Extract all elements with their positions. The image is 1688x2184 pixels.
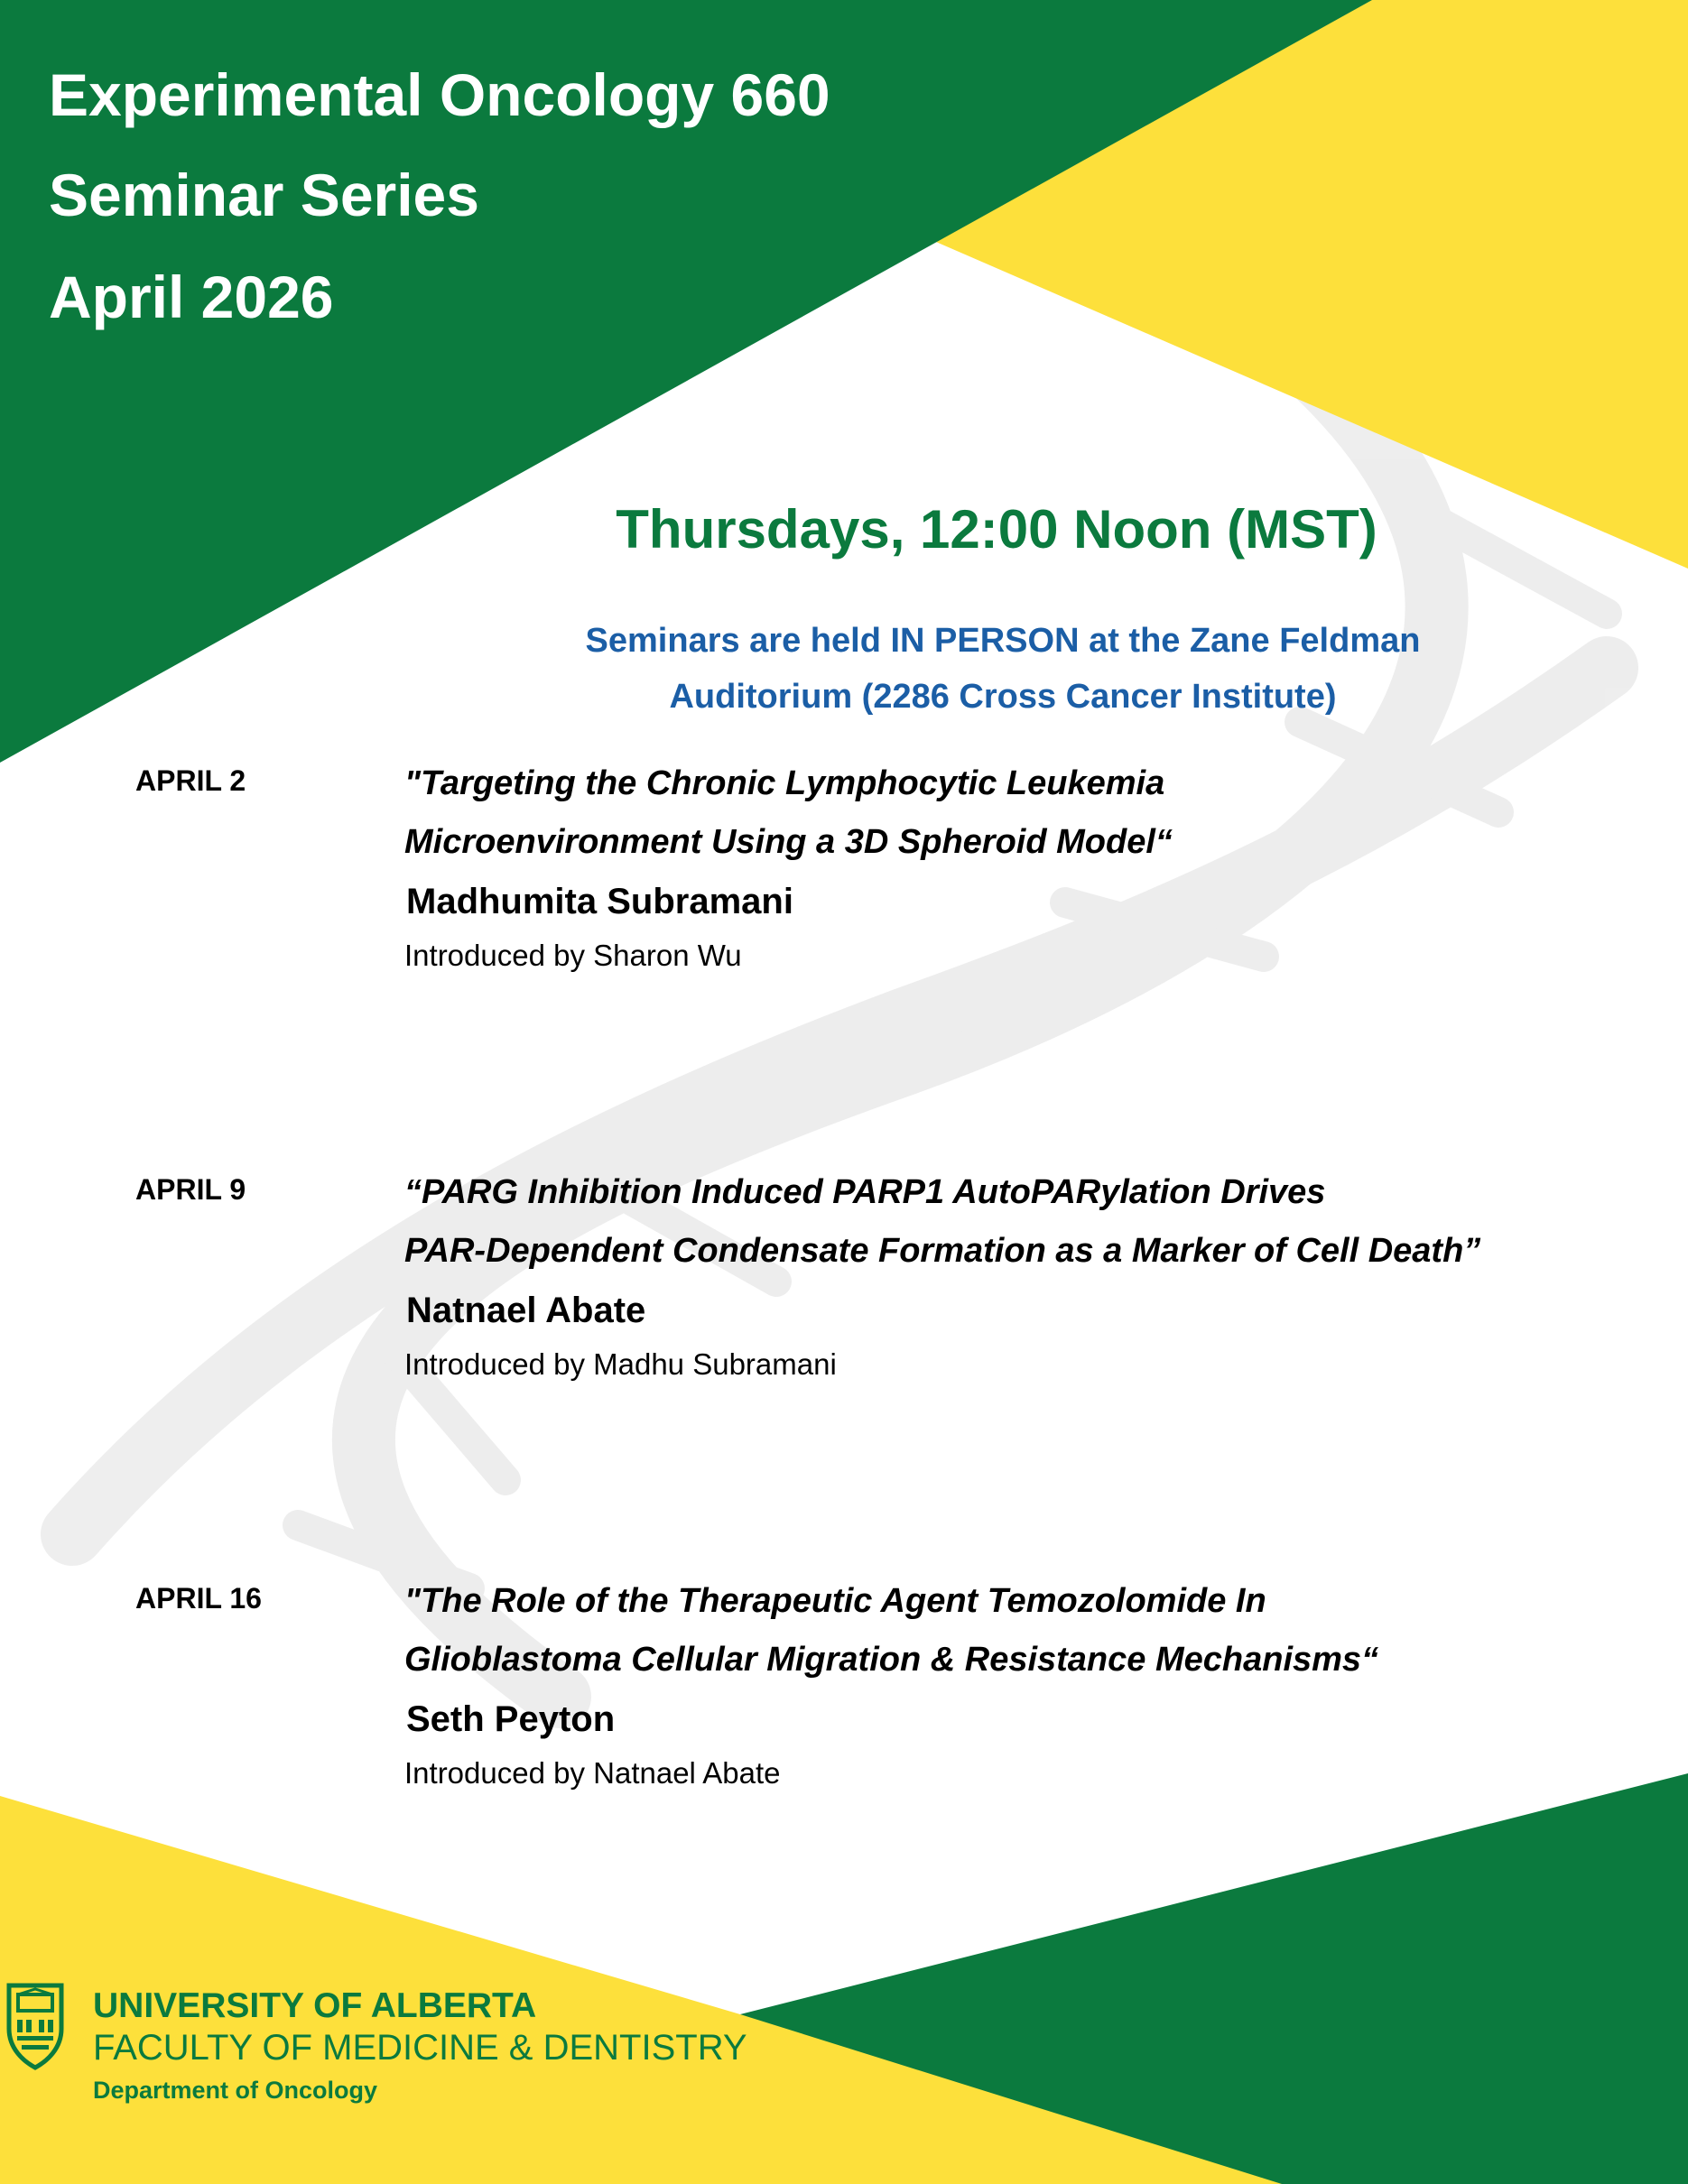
university-crest-icon	[5, 1982, 65, 2070]
seminar-title-line: "The Role of the Therapeutic Agent Temozolomide In	[404, 1582, 1266, 1620]
seminar-title-line: Microenvironment Using a 3D Spheroid Model“	[404, 823, 1173, 861]
seminar-title-line: “PARG Inhibition Induced PARP1 AutoPARylation Drives	[404, 1173, 1326, 1211]
seminar-speaker: Madhumita Subramani	[406, 882, 793, 921]
faculty-name: FACULTY OF MEDICINE & DENTISTRY	[93, 2028, 747, 2068]
seminar-speaker: Seth Peyton	[406, 1699, 616, 1739]
seminar-title-line: "Targeting the Chronic Lymphocytic Leukemia	[404, 764, 1165, 802]
title-line-3: April 2026	[49, 264, 334, 330]
seminar-introducer: Introduced by Natnael Abate	[404, 1756, 781, 1790]
seminar-title-line: Glioblastoma Cellular Migration & Resistance Mechanisms“	[404, 1641, 1379, 1679]
seminar-introducer: Introduced by Sharon Wu	[404, 939, 742, 972]
seminar-speaker: Natnael Abate	[406, 1291, 646, 1330]
seminar-title-line: PAR-Dependent Condensate Formation as a Marker of Cell Death”	[404, 1232, 1481, 1270]
schedule-time: Thursdays, 12:00 Noon (MST)	[616, 499, 1377, 560]
university-name: UNIVERSITY OF ALBERTA	[93, 1986, 537, 2025]
title-line-1: Experimental Oncology 660	[49, 61, 830, 128]
seminar-date: APRIL 16	[135, 1582, 262, 1615]
seminar-date: APRIL 9	[135, 1173, 246, 1206]
venue-line-1: Seminars are held IN PERSON at the Zane Feldman	[585, 622, 1421, 660]
seminar-introducer: Introduced by Madhu Subramani	[404, 1347, 837, 1381]
venue-line-2: Auditorium (2286 Cross Cancer Institute)	[669, 678, 1337, 716]
title-line-2: Seminar Series	[49, 162, 479, 228]
department-name: Department of Oncology	[93, 2077, 378, 2104]
seminar-date: APRIL 2	[135, 764, 246, 797]
